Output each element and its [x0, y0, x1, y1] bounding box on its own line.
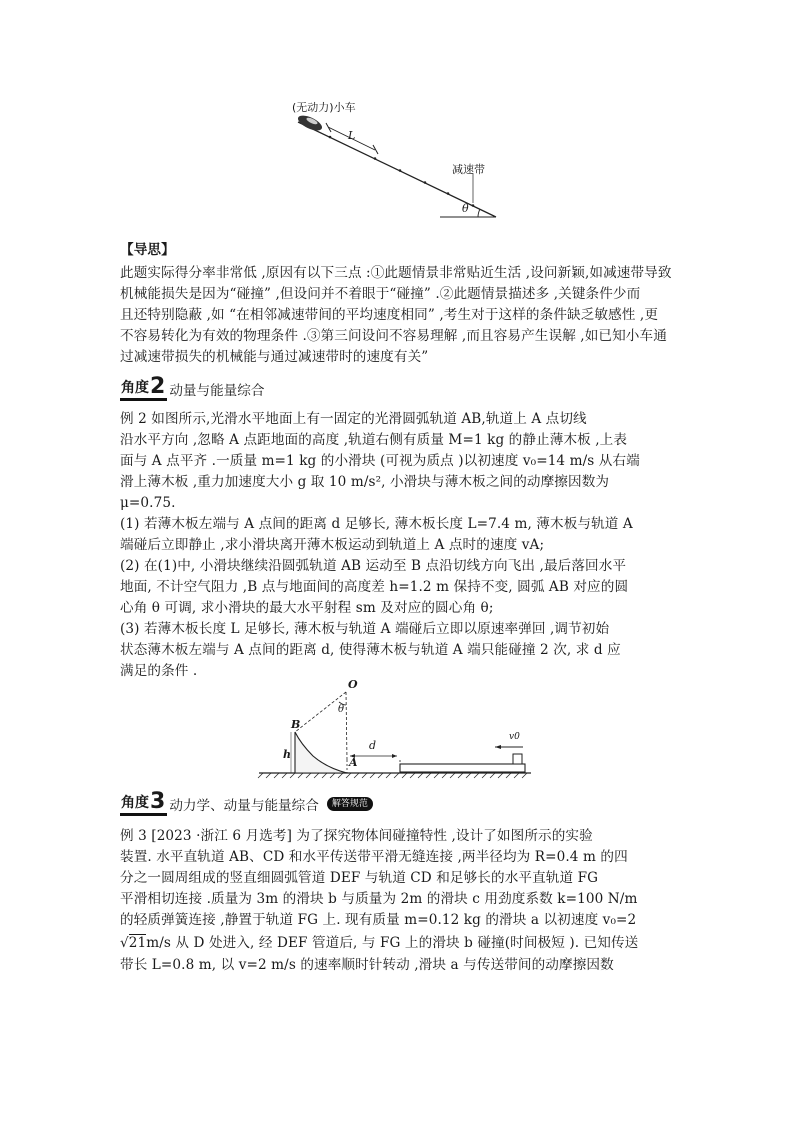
section-title: 动量与能量综合 — [169, 383, 265, 399]
label-theta: θ — [338, 704, 345, 715]
example-3-line: 分之一圆周组成的竖直细圆弧管道 DEF 与轨道 CD 和足够长的水平直轨道 FG — [120, 870, 599, 886]
section-badge: 角度 3 — [121, 789, 166, 814]
sqrt-radicand: 21 — [128, 935, 147, 951]
label-B: B — [291, 718, 301, 731]
sqrt-sign: √ — [120, 935, 129, 951]
section-2-heading — [120, 374, 265, 400]
example-2-line: μ=0.75. — [120, 495, 176, 511]
example-3-line — [120, 933, 680, 954]
example-3-line: 例 3 [2023 ·浙江 6 月选考] 为了探究物体间碰撞特性 ,设计了如图所示的实验 — [120, 828, 593, 844]
guide-line: 不容易转化为有效的物理条件 .③第三问设问不容易理解 ,而且容易产生误解 ,如已知小车通 — [120, 328, 667, 344]
example-3-line: 装置. 水平直轨道 AB、CD 和水平传送带平滑无缝连接 ,两半径均为 R=0.4 m 的四 — [120, 849, 628, 865]
example-2-line: (3) 若薄木板长度 L 足够长, 薄木板与轨道 A 端碰后立即以原速率弹回 ,调节初始 — [120, 621, 610, 637]
example-2-line: 例 2 如图所示,光滑水平地面上有一固定的光滑圆弧轨道 AB,轨道上 A 点切线 — [120, 411, 587, 427]
example-2-line: 沿水平方向 ,忽略 A 点距地面的高度 ,轨道右侧有质量 M=1 kg 的静止薄木板 ,上表 — [120, 432, 628, 448]
example-2-line: 端碰后立即静止 ,求小滑块离开薄木板运动到轨道上 A 点时的速度 vA; — [120, 537, 545, 553]
label-v0: v0 — [509, 732, 520, 742]
example-2-line: (2) 在(1)中, 小滑块继续沿圆弧轨道 AB 运动至 B 点沿切线方向飞出 ,最后落回水平 — [120, 558, 627, 574]
section-title: 动力学、动量与能量综合 — [169, 798, 319, 814]
section-3-heading — [120, 789, 373, 815]
guide-line: 过减速带损失的机械能与通过减速带时的速度有关” — [120, 349, 429, 365]
example-3-text: m/s 从 D 处进入, 经 DEF 管道后, 与 FG 上的滑块 b 碰撞(时间极短 ). 已知传送 — [146, 935, 639, 951]
guide-line: 且还特别隐蔽 ,如 “在相邻减速带间的平均速度相同” ,考生对于这样的条件缺乏敏感性 ,更 — [120, 307, 659, 323]
label-d: d — [369, 739, 377, 752]
example-3-line: 平滑相切连接 .质量为 3m 的滑块 b 与质量为 2m 的滑块 c 用劲度系数 k=100 N/m — [120, 891, 638, 907]
bump-label: 减速带 — [452, 163, 485, 176]
example-3-line: 的轻质弹簧连接 ,静置于轨道 FG 上. 现有质量 m=0.12 kg 的滑块 a 以初速度 v₀=2 — [120, 912, 637, 928]
angle-label: θ — [462, 202, 469, 215]
guide-line: 此题实际得分率非常低 ,原因有以下三点 :①此题情景非常贴近生活 ,设问新颖,如减速带导致 — [120, 265, 672, 281]
example-3-line: 带长 L=0.8 m, 以 v=2 m/s 的速率顺时针转动 ,滑块 a 与传送带间的动摩擦因数 — [120, 957, 614, 973]
example-2-line: 满足的条件 . — [120, 663, 198, 679]
answer-norm-tag: 解答规范 — [327, 797, 373, 811]
example-2-line: 面与 A 点平齐 .一质量 m=1 kg 的小滑块 (可视为质点 )以初速度 v₀=14 m/s 从右端 — [120, 453, 640, 469]
board-shape — [400, 764, 525, 772]
label-h: h — [283, 748, 291, 761]
example-2-line: 地面, 不计空气阻力 ,B 点与地面间的高度差 h=1.2 m 保持不变, 圆弧 AB 对应的圆 — [120, 579, 629, 595]
cart-label: (无动力)小车 — [292, 101, 356, 114]
guide-line: 机械能损失是因为“碰撞” ,但设问并不着眼于“碰撞” .②此题情景描述多 ,关键条件少而 — [120, 286, 641, 302]
block-shape — [513, 754, 522, 764]
example-2-line: 滑上薄木板 ,重力加速度大小 g 取 10 m/s², 小滑块与薄木板之间的动摩擦因数为 — [120, 474, 610, 490]
label-A: A — [349, 756, 358, 769]
example-2-line: (1) 若薄木板左端与 A 点间的距离 d 足够长, 薄木板长度 L=7.4 m, 薄木板与轨道 A — [120, 516, 633, 532]
guide-title: 【导思】 — [120, 242, 175, 258]
example-2-line: 心角 θ 可调, 求小滑块的最大水平射程 sm 及对应的圆心角 θ; — [120, 600, 494, 616]
incline-figure — [290, 96, 510, 220]
length-label: L — [348, 129, 356, 142]
section-badge: 角度 2 — [121, 374, 166, 399]
label-O: O — [348, 678, 358, 691]
example-2-line: 状态薄木板左端与 A 点间的距离 d, 使得薄木板与轨道 A 端只能碰撞 2 次, 求 d 应 — [120, 642, 621, 658]
track-figure — [255, 680, 545, 780]
